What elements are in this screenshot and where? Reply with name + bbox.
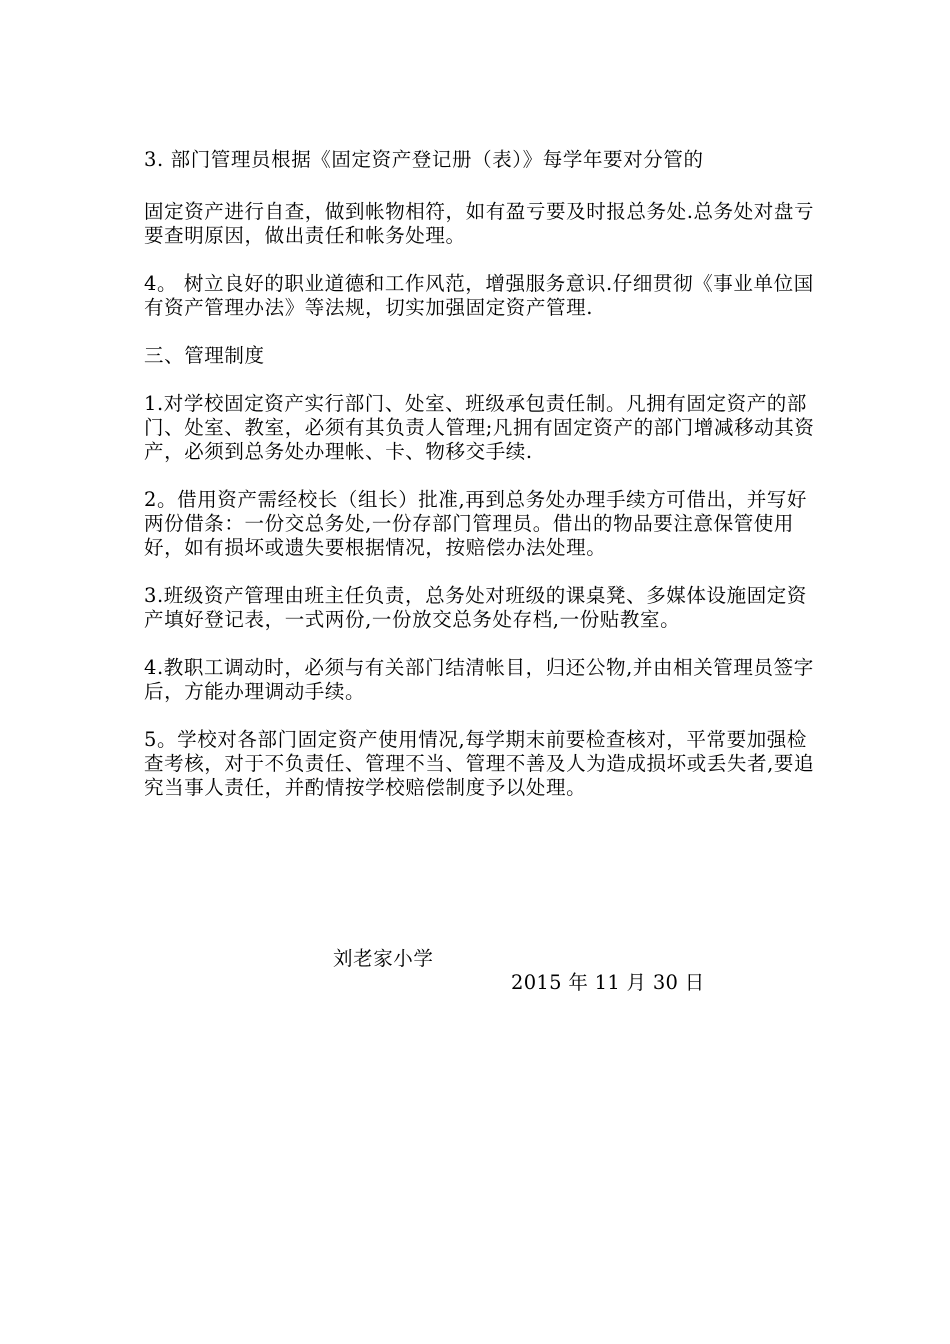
paragraph-rule-1: 1.对学校固定资产实行部门、处室、班级承包责任制。凡拥有固定资产的部门、处室、教室，必须有其负责人管理;凡拥有固定资产的部门增减移动其资产，必须到总务处办理帐、卡、物移交手续. (144, 392, 815, 463)
paragraph-rule-3: 3.班级资产管理由班主任负责，总务处对班级的课桌凳、多媒体设施固定资产填好登记表，一式两份,一份放交总务处存档,一份贴教室。 (144, 584, 808, 631)
paragraph-item-3-intro: 3. 部门管理员根据《固定资产登记册（表）》每学年要对分管的 (144, 148, 704, 171)
section-heading-management-system: 三、管理制度 (144, 344, 265, 367)
paragraph-rule-2: 2。借用资产需经校长（组长）批准,再到总务处办理手续方可借出，并写好两份借条：一份交总务处,一份存部门管理员。借出的物品要注意保管使用好，如有损坏或遗失要根据情况，按赔偿办法处理。 (144, 488, 808, 559)
paragraph-rule-5: 5。学校对各部门固定资产使用情况,每学期末前要检查核对，平常要加强检查考核，对于不负责任、管理不当、管理不善及人为造成损坏或丢失者,要追究当事人责任，并酌情按学校赔偿制度予以处理。 (144, 728, 815, 799)
signature-date: 2015 年 11 月 30 日 (511, 971, 705, 994)
signer-name: 刘老家小学 (333, 947, 434, 970)
paragraph-item-3-continued: 固定资产进行自查，做到帐物相符，如有盈亏要及时报总务处.总务处对盘亏要查明原因，做出责任和帐务处理。 (144, 200, 815, 247)
paragraph-item-4-ethics: 4。 树立良好的职业道德和工作风范，增强服务意识.仔细贯彻《事业单位国有资产管理办法》等法规，切实加强固定资产管理. (144, 272, 814, 319)
document-body (144, 148, 816, 824)
paragraph-rule-4: 4.教职工调动时，必须与有关部门结清帐目，归还公物,并由相关管理员签字后，方能办理调动手续。 (144, 656, 814, 703)
